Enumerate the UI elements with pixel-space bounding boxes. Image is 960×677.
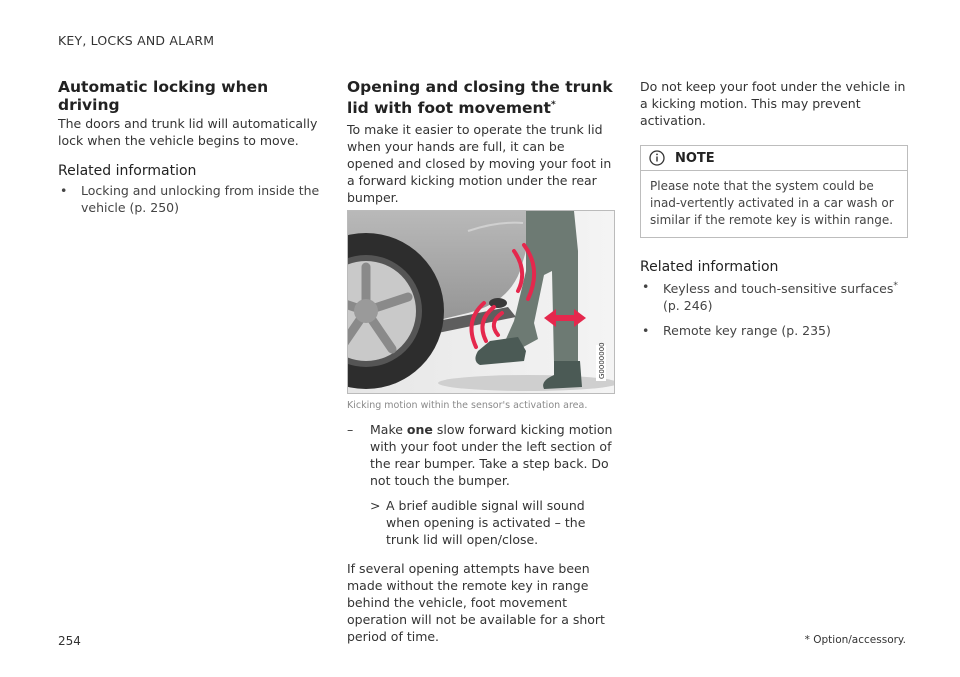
dash-icon: – (347, 422, 354, 438)
note-title: NOTE (675, 150, 715, 166)
related-link-remote-key-range[interactable]: • Remote key range (p. 235) (642, 323, 831, 339)
heading-automatic-locking: Automatic locking when driving (58, 78, 269, 114)
heading-foot-movement: Opening and closing the trunk lid with foot movement* (347, 78, 613, 118)
foot-warning-text: Do not keep your foot under the vehicle in a kicking motion. This may prevent activation. (640, 79, 906, 128)
related-link-keyless[interactable]: • Keyless and touch-sensitive surfaces* (p. 246) (642, 279, 898, 314)
info-icon (649, 150, 665, 166)
related-info-list-2 (640, 278, 908, 339)
option-footnote: * Option/accessory. (804, 634, 906, 646)
bullet-icon: • (642, 323, 650, 339)
bullet-icon: • (642, 279, 650, 294)
note-text: Please note that the system could be inad-vertently activated in a car wash or similar if the remote key is within range. (650, 179, 894, 227)
related-info-list (58, 182, 323, 216)
column-foot-movement (347, 78, 615, 645)
automatic-locking-intro: The doors and trunk lid will automatically lock when the vehicle begins to move. (58, 116, 318, 148)
section-header: KEY, LOCKS AND ALARM (58, 33, 215, 48)
figure-caption: Kicking motion within the sensor's activation area. (347, 400, 588, 412)
instruction-step: – Make one slow forward kicking motion with your foot under the left section of the rear bumper. Take a step back. Do not touch the bumper. (347, 422, 613, 489)
option-asterisk: * (893, 281, 898, 291)
related-info-heading-2: Related information (640, 259, 779, 275)
page-number: 254 (58, 634, 81, 648)
result-arrow-icon: > (370, 498, 381, 514)
remote-key-paragraph: If several opening attempts have been made without the remote key in range behind the vehicle, foot movement operation will not be available for a short period of time. (347, 561, 605, 645)
image-code: G0000000 (598, 342, 606, 380)
note-box (640, 145, 908, 238)
emphasis-one: one (406, 422, 433, 438)
bullet-icon: • (60, 183, 68, 198)
kick-motion-illustration (347, 210, 615, 394)
related-info-heading: Related information (58, 163, 197, 179)
foot-movement-intro: To make it easier to operate the trunk lid when your hands are full, it can be opened and closed by moving your foot in a forward kicking motion under the rear bumper. (347, 122, 612, 206)
related-link-locking[interactable]: • Locking and unlocking from inside the vehicle (p. 250) (60, 183, 320, 215)
step-result: > A brief audible signal will sound when opening is activated – the trunk lid will open/close. (370, 498, 586, 548)
option-asterisk: * (550, 100, 556, 110)
car-rear-foot-illustration (348, 211, 614, 393)
note-header (641, 146, 907, 171)
column-notes (640, 78, 908, 347)
column-automatic-locking (58, 78, 323, 224)
